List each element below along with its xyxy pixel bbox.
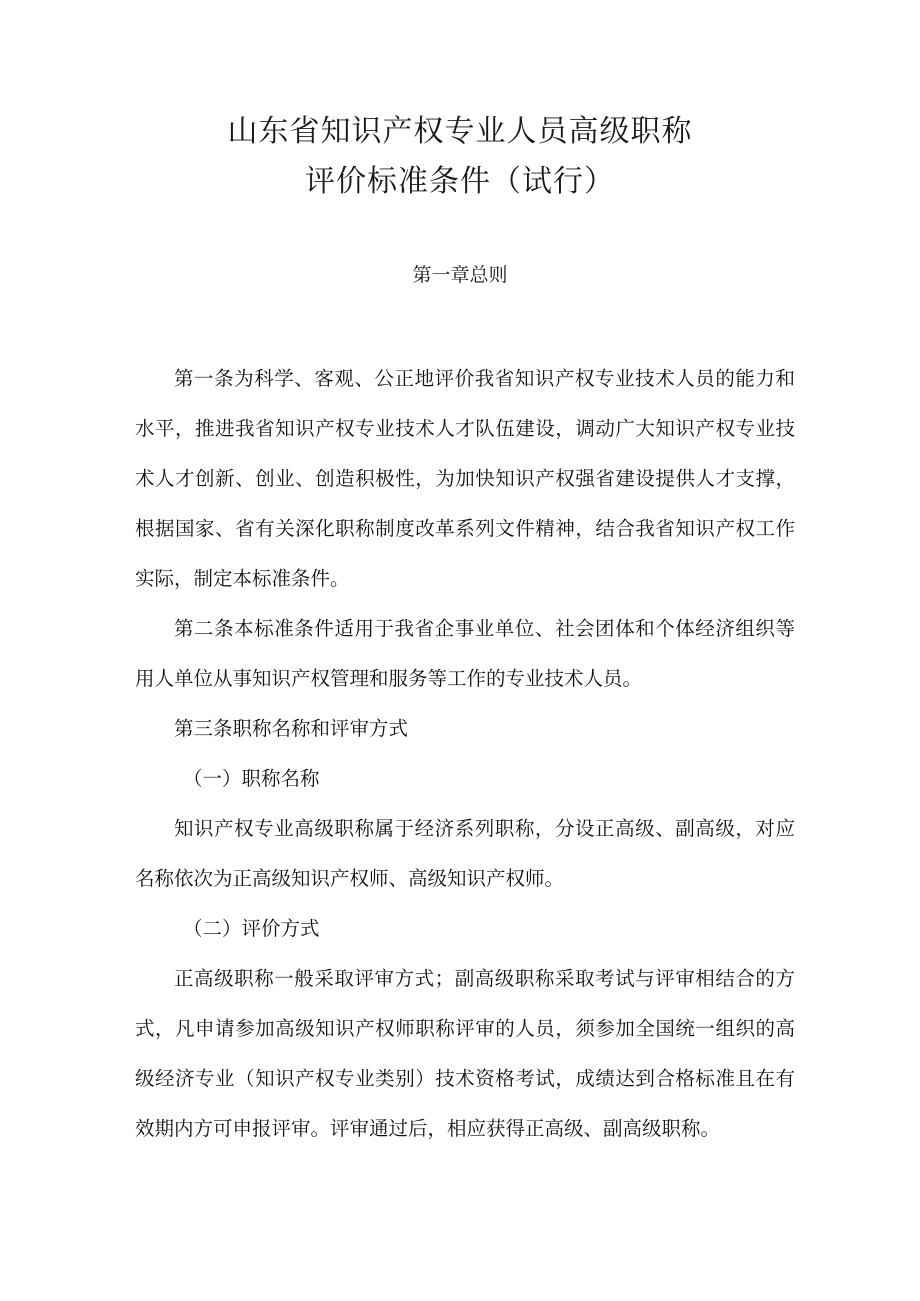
article-1-paragraph: 第一条为科学、客观、公正地评价我省知识产权专业技术人员的能力和水平，推进我省知识产权专业技术人才队伍建设，调动广大知识产权专业技术人才创新、创业、创造积极性，为加快知识产权强省建设提供人才支撑，根据国家、省有关深化职称制度改革系列文件精神，结合我省知识产权工作实际，制定本标准条件。: [135, 367, 795, 590]
document-body: [135, 354, 795, 1154]
article-3-heading: 第三条职称名称和评审方式: [174, 717, 409, 740]
section-1-paragraph: 知识产权专业高级职称属于经济系列职称，分设正高级、副高级，对应名称依次为正高级知识产权师、高级知识产权师。: [135, 817, 795, 890]
section-2-paragraph: 正高级职称一般采取评审方式；副高级职称采取考试与评审相结合的方式，凡申请参加高级知识产权师职称评审的人员，须参加全国统一组织的高级经济专业（知识产权专业类别）技术资格考试，成绩达到合格标准且在有效期内方可申报评审。评审通过后，相应获得正高级、副高级职称。: [135, 967, 795, 1140]
section-2-heading: （二）评价方式: [183, 917, 320, 940]
article-2-paragraph: 第二条本标准条件适用于我省企事业单位、社会团体和个体经济组织等用人单位从事知识产权管理和服务等工作的专业技术人员。: [135, 617, 795, 690]
chapter-heading: 第一章总则: [412, 264, 508, 286]
section-1-heading: （一）职称名称: [183, 767, 320, 790]
document-title-line-1: 山东省知识产权专业人员高级职称: [227, 114, 693, 149]
document-title-line-2: 评价标准条件（试行）: [305, 164, 615, 199]
